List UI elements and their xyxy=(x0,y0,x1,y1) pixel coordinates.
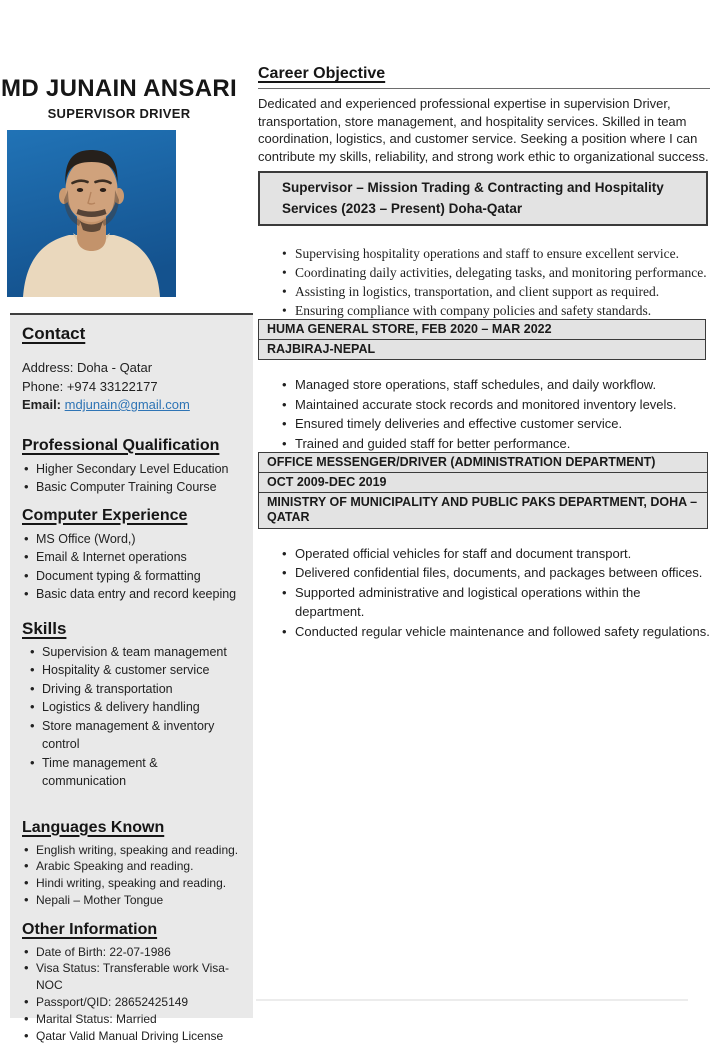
professional-qualification-heading: Professional Qualification xyxy=(22,436,220,454)
list-item: • Supported administrative and logistical operations within the department. xyxy=(282,583,710,622)
job3-title: OFFICE MESSENGER/DRIVER (ADMINISTRATION DEPARTMENT) xyxy=(258,452,708,474)
phone-line xyxy=(22,378,241,397)
address-label: Address: xyxy=(22,360,74,375)
list-item: • Hospitality & customer service xyxy=(22,661,241,680)
list-item: • Time management & communication xyxy=(22,754,241,791)
list-item: • Hindi writing, speaking and reading. xyxy=(22,875,241,892)
list-item: • Supervising hospitality operations and staff to ensure excellent service. xyxy=(282,244,710,263)
professional-qualification-list xyxy=(22,460,241,497)
list-item: • Visa Status: Transferable work Visa-NOC xyxy=(22,960,241,994)
job3-bullets xyxy=(258,544,710,642)
job2-header-box xyxy=(258,319,706,361)
list-item: • Basic Computer Training Course xyxy=(22,478,241,497)
list-item: • Delivered confidential files, documents, and packages between offices. xyxy=(282,563,710,583)
list-item: • Higher Secondary Level Education xyxy=(22,460,241,479)
career-objective-heading: Career Objective xyxy=(258,65,386,82)
job2-bullets xyxy=(258,375,710,453)
email-label: Email: xyxy=(22,397,62,412)
job3-employer: MINISTRY OF MUNICIPALITY AND PUBLIC PAKS DEPARTMENT, DOHA – QATAR xyxy=(258,492,708,529)
contact-info xyxy=(22,359,241,415)
job1-bullets xyxy=(258,244,710,320)
phone-value: +974 33122177 xyxy=(66,378,158,394)
list-item: • MS Office (Word,) xyxy=(22,530,241,549)
footer-divider xyxy=(256,999,688,1001)
list-item: • Marital Status: Married xyxy=(22,1011,241,1028)
address-value: Doha - Qatar xyxy=(76,360,153,375)
list-item: • Ensuring compliance with company policies and safety standards. xyxy=(282,301,710,320)
other-information-list xyxy=(22,944,241,1044)
computer-experience-heading: Computer Experience xyxy=(22,506,188,524)
main-column xyxy=(258,64,710,641)
list-item: • Assisting in logistics, transportation, and client support as required. xyxy=(282,282,710,301)
computer-experience-list xyxy=(22,530,241,604)
list-item: • Email & Internet operations xyxy=(22,548,241,567)
skills-list xyxy=(22,643,241,791)
list-item: • English writing, speaking and reading. xyxy=(22,842,241,859)
skills-heading: Skills xyxy=(22,618,67,638)
profile-photo xyxy=(7,130,176,297)
contact-heading: Contact xyxy=(22,324,86,343)
list-item: • Maintained accurate stock records and monitored inventory levels. xyxy=(282,395,710,415)
list-item: • Store management & inventory control xyxy=(22,717,241,754)
list-item: • Trained and guided staff for better performance. xyxy=(282,434,710,454)
list-item: • Nepali – Mother Tongue xyxy=(22,892,241,909)
address-line xyxy=(22,359,241,378)
career-objective-text: Dedicated and experienced professional expertise in supervision Driver, transportation, store management, and hospitality services. Skilled in team coordination, logistics, and customer service. Seeking a position where I can contribute my skills, reliability, and strong work ethic to organizational success. xyxy=(258,96,709,164)
list-item: • Operated official vehicles for staff and document transport. xyxy=(282,544,710,564)
header-left xyxy=(0,76,238,121)
list-item: • Date of Birth: 22-07-1986 xyxy=(22,944,241,961)
candidate-name: MD JUNAIN ANSARI xyxy=(1,75,237,102)
list-item: • Conducted regular vehicle maintenance and followed safety regulations. xyxy=(282,622,710,642)
heading-divider xyxy=(258,88,710,89)
job1-title: Supervisor – Mission Trading & Contracting and Hospitality Services (2023 – Present) Doha-Qatar xyxy=(282,180,664,216)
languages-heading: Languages Known xyxy=(22,818,165,836)
list-item: • Basic data entry and record keeping xyxy=(22,585,241,604)
phone-label: Phone: xyxy=(22,378,64,394)
list-item: • Coordinating daily activities, delegating tasks, and monitoring performance. xyxy=(282,263,710,282)
job2-company-dates: HUMA GENERAL STORE, FEB 2020 – MAR 2022 xyxy=(258,319,706,341)
job1-header-box xyxy=(258,171,708,226)
list-item: • Managed store operations, staff schedules, and daily workflow. xyxy=(282,375,710,395)
list-item: • Driving & transportation xyxy=(22,680,241,699)
other-information-heading: Other Information xyxy=(22,920,158,938)
email-line xyxy=(22,396,241,415)
list-item: • Qatar Valid Manual Driving License xyxy=(22,1028,241,1044)
job3-dates: OCT 2009-DEC 2019 xyxy=(258,472,708,494)
languages-list xyxy=(22,842,241,909)
list-item: • Logistics & delivery handling xyxy=(22,698,241,717)
list-item: • Passport/QID: 28652425149 xyxy=(22,994,241,1011)
list-item: • Document typing & formatting xyxy=(22,567,241,586)
list-item: • Arabic Speaking and reading. xyxy=(22,858,241,875)
list-item: • Supervision & team management xyxy=(22,643,241,662)
sidebar xyxy=(10,313,253,1043)
email-link[interactable]: mdjunain@gmail.com xyxy=(64,397,190,412)
list-item: • Ensured timely deliveries and effective customer service. xyxy=(282,414,710,434)
job2-location: RAJBIRAJ-NEPAL xyxy=(258,339,706,361)
candidate-title: SUPERVISOR DRIVER xyxy=(47,106,191,121)
job3-header-box xyxy=(258,452,708,529)
